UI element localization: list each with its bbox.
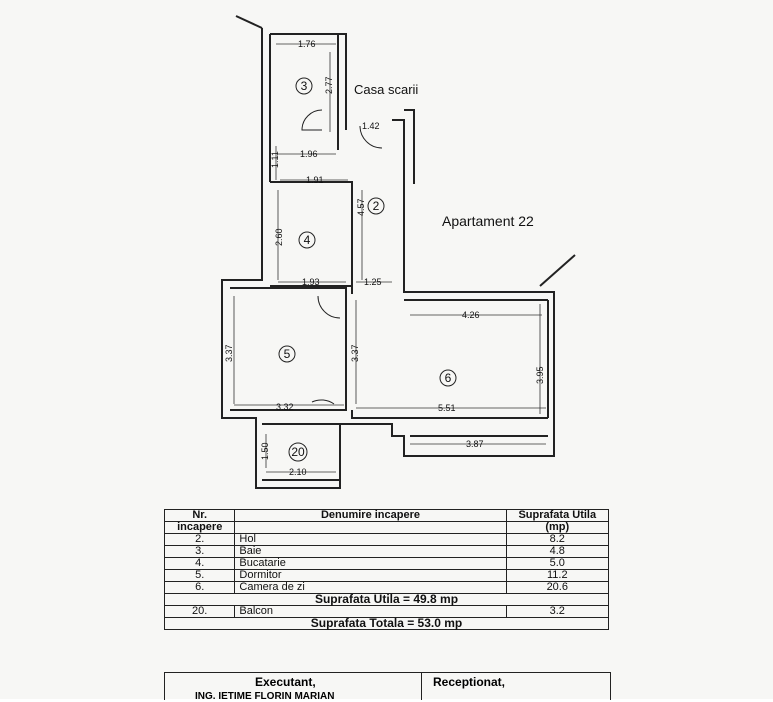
room-numbers — [284, 79, 452, 459]
dimension-labels — [224, 39, 545, 477]
dim-label: 5.51 — [438, 403, 456, 413]
usable-area-total: Suprafata Utila = 49.8 mp — [165, 594, 609, 606]
room-number: 20 — [291, 445, 305, 459]
dim-label: 3.95 — [535, 366, 545, 384]
header-area: Suprafata Utila — [506, 510, 608, 522]
dim-label: 2.10 — [289, 467, 307, 477]
dim-label: 4.26 — [462, 310, 480, 320]
dim-label: 1.96 — [300, 149, 318, 159]
room-table — [164, 509, 609, 630]
total-area-row — [165, 618, 609, 630]
dim-label: 1.50 — [260, 442, 270, 460]
header-nr-2: incapere — [165, 522, 235, 534]
dim-label: 3.37 — [224, 344, 234, 362]
dim-label: 1.91 — [306, 175, 324, 185]
dim-label: 1.76 — [298, 39, 316, 49]
dim-label: 2.60 — [274, 228, 284, 246]
dim-label: 1.42 — [362, 121, 380, 131]
dim-label: 1.25 — [364, 277, 382, 287]
header-name-2 — [235, 522, 506, 534]
room-number: 4 — [303, 233, 311, 247]
header-nr: Nr. — [165, 510, 235, 522]
receptionat-label: Receptionat, — [433, 675, 506, 689]
table-row: 20. Balcon 3.2 — [165, 606, 609, 618]
dim-label: 3.37 — [350, 344, 360, 362]
room-number: 5 — [283, 347, 291, 361]
room-number: 2 — [372, 199, 380, 213]
signature-block — [164, 672, 611, 700]
dim-label: 4.57 — [356, 198, 366, 216]
table-row: 2. Hol 8.2 — [165, 534, 609, 546]
dim-label: 1.93 — [302, 277, 320, 287]
staircase-label: Casa scarii — [354, 82, 419, 97]
total-area: Suprafata Totala = 53.0 mp — [165, 618, 609, 630]
dim-label: 3.87 — [466, 439, 484, 449]
table-header-row-2 — [165, 522, 609, 534]
engineer-name: ING. IETIME FLORIN MARIAN — [195, 691, 335, 702]
dim-label: 1.11 — [270, 151, 280, 168]
header-area-2: (mp) — [506, 522, 608, 534]
table-row: 4. Bucatarie 5.0 — [165, 558, 609, 570]
dim-label: 2.77 — [324, 76, 334, 94]
divider — [421, 673, 422, 700]
header-name: Denumire incapere — [235, 510, 506, 522]
table-row: 3. Baie 4.8 — [165, 546, 609, 558]
room-number: 3 — [300, 79, 308, 93]
table-header-row — [165, 510, 609, 522]
room-markers — [279, 78, 456, 461]
usable-area-row — [165, 594, 609, 606]
apartment-label: Apartament 22 — [442, 213, 534, 229]
table-row: 5. Dormitor 11.2 — [165, 570, 609, 582]
dim-label: 3.32 — [276, 402, 294, 412]
room-number: 6 — [444, 371, 452, 385]
executant-label: Executant, — [255, 675, 316, 689]
table-row: 6. Camera de zi 20.6 — [165, 582, 609, 594]
